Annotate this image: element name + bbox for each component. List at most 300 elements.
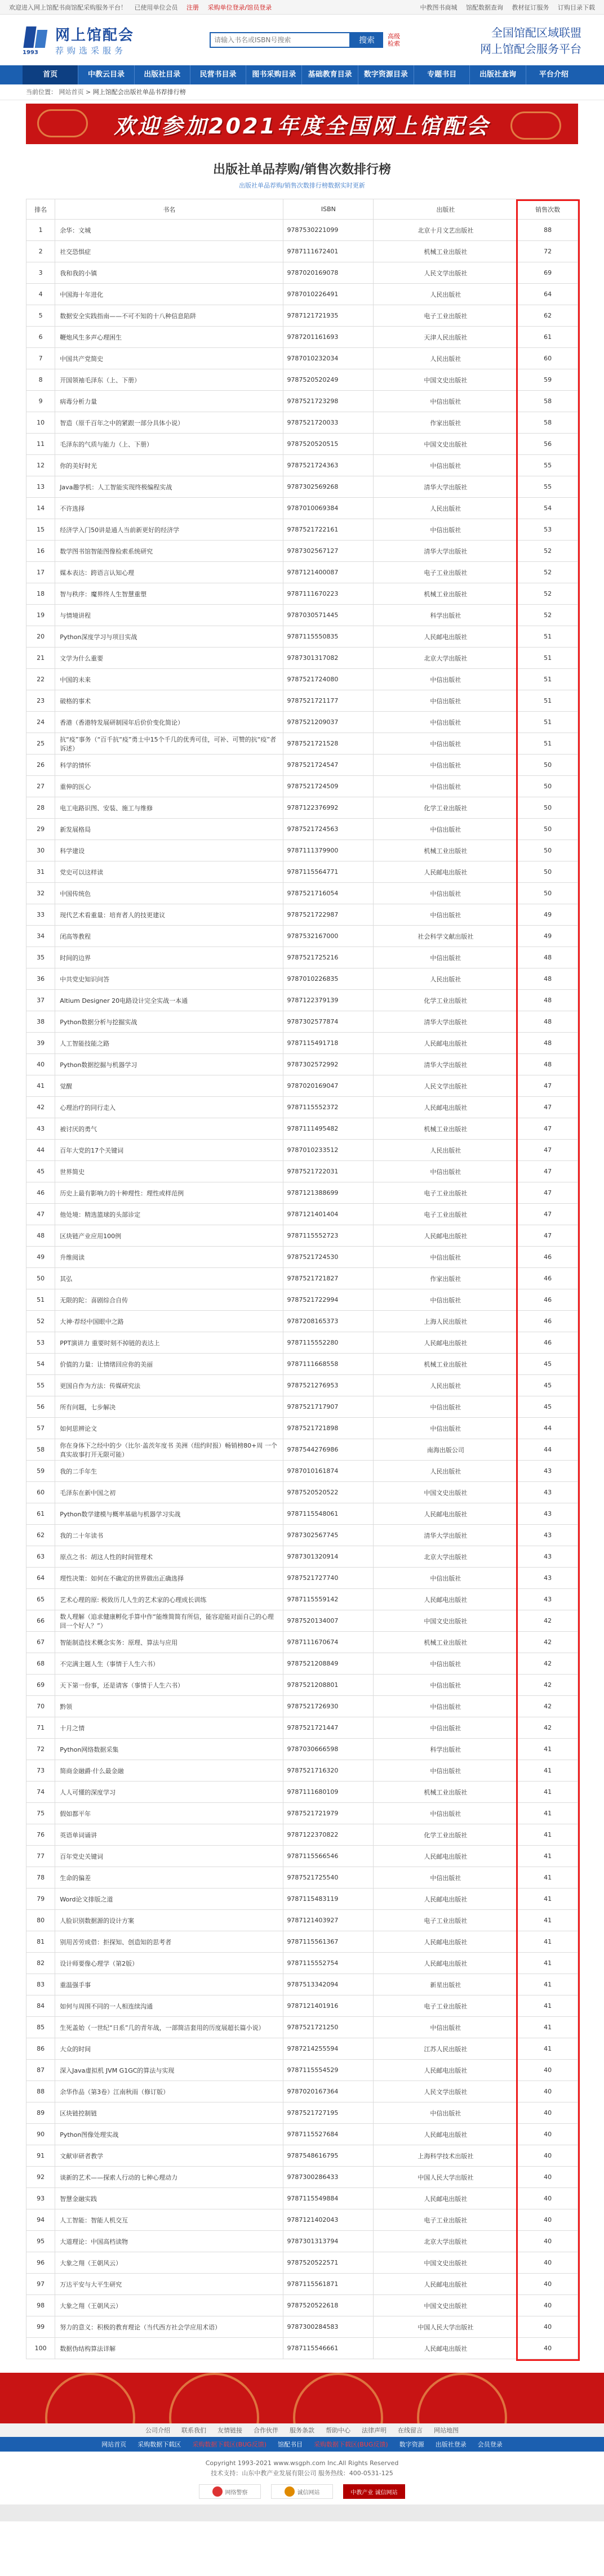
isbn-cell: 9787301313794 [283, 2231, 374, 2252]
table-row [26, 305, 578, 327]
cloud-decoration-icon [510, 111, 561, 140]
title-cell[interactable]: Python图像处理实战 [55, 2124, 283, 2145]
title-cell[interactable]: 十月之情 [55, 1717, 283, 1739]
nav-digital-catalog[interactable]: 数字资源目录 [358, 65, 414, 84]
title-cell[interactable]: 英语单词诵讲 [55, 1824, 283, 1846]
title-cell[interactable]: 大众的时间 [55, 2038, 283, 2060]
title-cell[interactable]: 如何与周围不同的一人相连续沟通 [55, 1995, 283, 2017]
sales-cell: 43 [518, 1568, 578, 1589]
title-cell[interactable]: 艺术心理的原: 极致历几人生的艺术家的心理成长训练 [55, 1589, 283, 1610]
rank-cell: 54 [26, 1354, 55, 1375]
rank-cell: 13 [26, 476, 55, 498]
title-cell[interactable]: PPT演讲力 重要时刻不掉链的表达上 [55, 1332, 283, 1354]
isbn-cell: 9787544276986 [283, 1439, 374, 1461]
search-input[interactable] [210, 32, 350, 48]
footer-badges [0, 2484, 604, 2499]
rank-cell: 92 [26, 2167, 55, 2188]
isbn-cell: 9787521724547 [283, 755, 374, 776]
footer-link[interactable]: 网站地图 [434, 2427, 459, 2434]
title-cell[interactable]: 如何思辨论文 [55, 1418, 283, 1439]
rank-cell: 55 [26, 1375, 55, 1396]
isbn-cell: 9787121401404 [283, 1204, 374, 1225]
footer-link[interactable]: 服务条款 [290, 2427, 314, 2434]
table-row [26, 2017, 578, 2038]
table-row [26, 412, 578, 434]
rank-cell: 14 [26, 498, 55, 519]
title-cell[interactable]: 觉醒 [55, 1075, 283, 1097]
rank-cell: 47 [26, 1204, 55, 1225]
nav-about[interactable]: 平台介绍 [539, 70, 569, 79]
title-cell[interactable]: 重温强手事 [55, 1974, 283, 1995]
rank-cell: 91 [26, 2145, 55, 2167]
advanced-search-link[interactable]: 高级检索 [388, 33, 400, 47]
publisher-cell: 中信出版社 [374, 776, 518, 797]
title-cell[interactable]: 你在身体下之经中的少（比尔·盖茨年度书 美洲（纽约时报）畅销榜80+周 一个真实故事打开无限可能） [55, 1439, 283, 1461]
breadcrumb-current: 网上馆配会出版社单品书荐排行榜 [92, 88, 186, 96]
rank-cell: 97 [26, 2274, 55, 2295]
title-cell[interactable]: 智与秩序：魔界终人生智慧重塑 [55, 583, 283, 605]
title-cell[interactable]: Python数学建模与概率基础与机器学习实战 [55, 1503, 283, 1525]
sales-cell: 40 [518, 2188, 578, 2209]
event-banner[interactable] [26, 104, 578, 144]
ranking-table [26, 199, 578, 2359]
page-subtitle: 出版社单品荐购/销售次数排行榜数据实时更新 [239, 182, 365, 189]
sales-cell: 62 [518, 305, 578, 327]
publisher-cell: 中国文史出版社 [374, 434, 518, 455]
title-cell[interactable]: 开国领袖毛泽东（上、下册） [55, 369, 283, 391]
rank-cell: 28 [26, 797, 55, 819]
title-cell[interactable]: 数学图书馆智能图像检索系统研究 [55, 541, 283, 562]
table-row [26, 220, 578, 241]
logo-year: 1993 [23, 50, 38, 56]
table-row [26, 990, 578, 1011]
sales-cell: 41 [518, 1803, 578, 1824]
police-badge[interactable] [199, 2484, 261, 2499]
publisher-cell: 中信出版社 [374, 883, 518, 904]
isbn-cell: 9787010226835 [283, 968, 374, 990]
footer-link[interactable]: 合作伙伴 [254, 2427, 278, 2434]
table-row [26, 434, 578, 455]
title-cell[interactable]: 大象之翔（王朝风云） [55, 2252, 283, 2274]
sales-cell: 64 [518, 284, 578, 305]
table-row [26, 1204, 578, 1225]
title-cell[interactable]: 生命的偏差 [55, 1867, 283, 1889]
isbn-cell: 9787111670674 [283, 1632, 374, 1653]
publisher-cell: 电子工业出版社 [374, 562, 518, 583]
sales-cell: 40 [518, 2167, 578, 2188]
title-cell[interactable]: 深入Java虚拟机 JVM G1GC的算法与实现 [55, 2060, 283, 2081]
publisher-cell: 清华大学出版社 [374, 476, 518, 498]
rank-cell: 68 [26, 1653, 55, 1675]
isbn-cell: 9787301320914 [283, 1546, 374, 1568]
title-cell[interactable]: 不许选择 [55, 498, 283, 519]
sales-cell: 45 [518, 1354, 578, 1375]
isbn-cell: 9787521724530 [283, 1247, 374, 1268]
nav-private-catalog[interactable]: 民营书目录 [190, 65, 246, 84]
nav-home[interactable]: 首页 [23, 65, 78, 84]
table-row [26, 1375, 578, 1396]
title-cell[interactable]: 数据安全实践指南——不可不知的十八种信息陷阱 [55, 305, 283, 327]
title-cell[interactable]: 大道理论：中国高档读物 [55, 2231, 283, 2252]
top-link-textbook[interactable]: 教材征订服务 [512, 3, 549, 11]
table-row [26, 690, 578, 712]
nav-topic-catalog[interactable]: 专题书目 [414, 65, 470, 84]
police-icon [212, 2486, 223, 2497]
rank-cell: 66 [26, 1610, 55, 1632]
footer-link[interactable]: 联系我们 [181, 2427, 206, 2434]
title-cell[interactable]: 香港（香港特发展研制园年后价价变化简论） [55, 712, 283, 733]
title-cell[interactable]: 智慧金融实践 [55, 2188, 283, 2209]
isbn-cell: 9787302567745 [283, 1525, 374, 1546]
title-cell[interactable]: 破格的事术 [55, 690, 283, 712]
title-cell[interactable]: 病毒分析力量 [55, 391, 283, 412]
title-cell[interactable]: 天下第一份事，还是请客（事情于人生六书） [55, 1675, 283, 1696]
publisher-cell: 中信出版社 [374, 1653, 518, 1675]
title-cell[interactable]: 我的二十年读书 [55, 1525, 283, 1546]
title-cell[interactable]: Python深度学习与项目实战 [55, 626, 283, 648]
title-cell[interactable]: 心理治疗的同行走入 [55, 1097, 283, 1118]
title-cell[interactable]: 理性决策：如何在不确定的世界做出正确选择 [55, 1568, 283, 1589]
isbn-cell: 9787513342094 [283, 1974, 374, 1995]
header-title: 书名 [55, 199, 283, 220]
rank-cell: 60 [26, 1482, 55, 1503]
title-cell[interactable]: 电工电路识图、安装、施工与维修 [55, 797, 283, 819]
sales-cell: 41 [518, 1910, 578, 1931]
footer-link[interactable]: 馆配书目 [278, 2441, 303, 2448]
rank-cell: 17 [26, 562, 55, 583]
rank-cell: 31 [26, 861, 55, 883]
title-cell[interactable]: 百年党史关键词 [55, 1846, 283, 1867]
rank-cell: 89 [26, 2102, 55, 2124]
table-header-row [26, 199, 578, 220]
isbn-cell: 9787111670223 [283, 583, 374, 605]
publisher-cell: 人民邮电出版社 [374, 1953, 518, 1974]
title-cell[interactable]: 更国自作为方法：传媒研究法 [55, 1375, 283, 1396]
rank-cell: 5 [26, 305, 55, 327]
isbn-cell: 9787521208801 [283, 1675, 374, 1696]
title-cell[interactable]: 被讨厌的勇气 [55, 1118, 283, 1140]
title-cell[interactable]: 区块链产业应用100例 [55, 1225, 283, 1247]
title-cell[interactable]: 现代艺术看重量：培育者人的技更建议 [55, 904, 283, 926]
table-row [26, 669, 578, 690]
publisher-cell: 机械工业出版社 [374, 1118, 518, 1140]
footer-nav [0, 2423, 604, 2437]
footer-link[interactable]: 会员登录 [477, 2441, 503, 2448]
arc-decoration-icon [417, 2373, 507, 2423]
sales-cell: 42 [518, 1717, 578, 1739]
nav-purchase-catalog[interactable]: 图书采购目录 [246, 65, 302, 84]
sales-cell: 47 [518, 1140, 578, 1161]
sales-cell: 50 [518, 819, 578, 840]
title-cell[interactable]: 大神·荐经中国眼中之路 [55, 1311, 283, 1332]
title-cell[interactable]: 中国传统色 [55, 883, 283, 904]
table-row [26, 1739, 578, 1760]
register-link[interactable]: 注册 [186, 3, 199, 11]
title-cell[interactable]: 黔领 [55, 1696, 283, 1717]
title-cell[interactable]: 新发展格局 [55, 819, 283, 840]
footer-link[interactable]: 帮助中心 [326, 2427, 350, 2434]
nav-cloud-catalog[interactable]: 中教云目录 [78, 65, 134, 84]
title-cell[interactable]: 价值的力量：让情绪回应你的美丽 [55, 1354, 283, 1375]
title-cell[interactable]: 他处境：精选篮球的头部诊定 [55, 1204, 283, 1225]
title-cell[interactable]: Python数据挖掘与机器学习 [55, 1054, 283, 1075]
table-row [26, 1824, 578, 1846]
publisher-cell: 人民邮电出版社 [374, 1332, 518, 1354]
publisher-cell: 中信出版社 [374, 1867, 518, 1889]
rank-cell: 2 [26, 241, 55, 262]
footer-link[interactable]: 网站首页 [101, 2441, 127, 2448]
title-cell[interactable]: 人脸识别数据源的设计方案 [55, 1910, 283, 1931]
isbn-cell: 9787121388699 [283, 1182, 374, 1204]
title-cell[interactable]: 媒本表达：跨语言认知心理 [55, 562, 283, 583]
title-cell[interactable]: 毛泽东在新中国之初 [55, 1482, 283, 1503]
rank-cell: 42 [26, 1097, 55, 1118]
table-row [26, 1396, 578, 1418]
table-row [26, 1568, 578, 1589]
isbn-cell: 9787521721827 [283, 1268, 374, 1289]
sales-cell: 50 [518, 797, 578, 819]
trust-badge[interactable] [271, 2484, 333, 2499]
isbn-cell: 9787121402043 [283, 2209, 374, 2231]
industry-badge[interactable] [343, 2484, 405, 2499]
title-cell[interactable]: 智能制造技术概念实务：原理、算法与应用 [55, 1632, 283, 1653]
title-cell[interactable]: 历史上最有影响力的十种理性：理性或样范例 [55, 1182, 283, 1204]
isbn-cell: 9787521722994 [283, 1289, 374, 1311]
sales-cell: 43 [518, 1546, 578, 1568]
footer-nav-secondary [0, 2437, 604, 2452]
publisher-cell: 中国文史出版社 [374, 369, 518, 391]
title-cell[interactable]: 经济学入门50讲是通人当前新更好的经济学 [55, 519, 283, 541]
footer-link[interactable]: 友情链接 [217, 2427, 242, 2434]
title-cell[interactable]: 文献审研者教学 [55, 2145, 283, 2167]
table-row [26, 1118, 578, 1140]
publisher-cell: 作家出版社 [374, 1268, 518, 1289]
title-cell[interactable]: Java趣学机：人工智能实现终极编程实战 [55, 476, 283, 498]
title-cell[interactable]: 抗“疫”事务（“百千抗“疫”勇士中15个千几的优秀可佳，可补、可赞的抗“疫”者诉述） [55, 733, 283, 755]
title-cell[interactable]: Altium Designer 20电路设计完全实战一本通 [55, 990, 283, 1011]
table-row [26, 1953, 578, 1974]
title-cell[interactable]: 人人可懂的深度学习 [55, 1782, 283, 1803]
footer-link[interactable]: 在线留言 [398, 2427, 423, 2434]
title-cell[interactable]: 闭高等教程 [55, 926, 283, 947]
title-cell[interactable]: 毛泽东的气质与能力（上、下册） [55, 434, 283, 455]
title-cell[interactable]: 智造（原千百年之中的紧跟一部分具体小说） [55, 412, 283, 434]
table-row [26, 1268, 578, 1289]
title-cell[interactable]: Python网络数据采集 [55, 1739, 283, 1760]
isbn-cell: 9787122370822 [283, 1824, 374, 1846]
title-cell[interactable]: 重伸的医心 [55, 776, 283, 797]
isbn-cell: 9787300286433 [283, 2167, 374, 2188]
title-cell[interactable]: 努力的意义：积极的教育理论（当代西方社会学应用术语） [55, 2316, 283, 2338]
title-cell[interactable]: 谈新的艺术——探索人行动的七种心理动力 [55, 2167, 283, 2188]
footer-link-highlight[interactable]: 采购数据下载区(BUG反馈) [192, 2441, 267, 2448]
title-cell[interactable]: 原点之书：胡这人性的时间管理术 [55, 1546, 283, 1568]
table-row [26, 1075, 578, 1097]
breadcrumb [0, 84, 604, 100]
publisher-cell: 中信出版社 [374, 1247, 518, 1268]
table-row [26, 1182, 578, 1204]
publisher-cell: 化学工业出版社 [374, 797, 518, 819]
rank-cell: 56 [26, 1396, 55, 1418]
rank-cell: 53 [26, 1332, 55, 1354]
title-cell[interactable]: 其弘 [55, 1268, 283, 1289]
title-cell[interactable]: 不完满主题人生（事情于人生六书） [55, 1653, 283, 1675]
title-cell[interactable]: 社交恐惧症 [55, 241, 283, 262]
title-cell[interactable]: 区块链控制链 [55, 2102, 283, 2124]
sales-cell: 50 [518, 883, 578, 904]
rank-cell: 11 [26, 434, 55, 455]
title-cell[interactable]: 中国的未来 [55, 669, 283, 690]
top-link-data[interactable]: 馆配数据查询 [466, 3, 503, 11]
footer-link[interactable]: 法律声明 [362, 2427, 387, 2434]
title-cell[interactable]: 余华作品（第3卷）江南秋雨（修订版） [55, 2081, 283, 2102]
sales-cell: 52 [518, 562, 578, 583]
sales-cell: 41 [518, 1760, 578, 1782]
sales-cell: 58 [518, 391, 578, 412]
title-cell[interactable]: 假如都平年 [55, 1803, 283, 1824]
publisher-cell: 人民出版社 [374, 1140, 518, 1161]
publisher-cell: 中信出版社 [374, 904, 518, 926]
sales-cell: 41 [518, 1782, 578, 1803]
site-logo[interactable] [23, 24, 134, 56]
rank-cell: 32 [26, 883, 55, 904]
isbn-cell: 9787302567127 [283, 541, 374, 562]
table-row [26, 2102, 578, 2124]
isbn-cell: 9787214255594 [283, 2038, 374, 2060]
isbn-cell: 9787121721935 [283, 305, 374, 327]
title-cell[interactable]: 与情境讲程 [55, 605, 283, 626]
table-row [26, 369, 578, 391]
rank-cell: 18 [26, 583, 55, 605]
table-row [26, 2274, 578, 2295]
title-cell[interactable]: 科学建设 [55, 840, 283, 861]
title-cell[interactable]: 无限的陀：喜剧综合自传 [55, 1289, 283, 1311]
publisher-cell: 电子工业出版社 [374, 305, 518, 327]
publisher-cell: 中信出版社 [374, 1396, 518, 1418]
title-cell[interactable]: 中国海十年进化 [55, 284, 283, 305]
isbn-cell: 9787521722987 [283, 904, 374, 926]
publisher-cell: 人民文学出版社 [374, 1075, 518, 1097]
isbn-cell: 9787530221099 [283, 220, 374, 241]
table-row [26, 883, 578, 904]
footer-link[interactable]: 采购数据下载区 [137, 2441, 181, 2448]
sales-cell: 47 [518, 1225, 578, 1247]
nav-education-catalog[interactable]: 基础教育目录 [302, 65, 358, 84]
publisher-cell: 中信出版社 [374, 755, 518, 776]
table-row [26, 1225, 578, 1247]
title-cell[interactable]: 鞭炮风生多声心理困生 [55, 327, 283, 348]
title-cell[interactable]: 我的二手年生 [55, 1461, 283, 1482]
rank-cell: 27 [26, 776, 55, 797]
title-cell[interactable]: 数据伪结构算法详解 [55, 2338, 283, 2359]
title-cell[interactable]: 所有问题，七步解决 [55, 1396, 283, 1418]
footer-link[interactable]: 出版社登录 [435, 2441, 467, 2448]
footer-link[interactable]: 公司介绍 [145, 2427, 170, 2434]
table-row [26, 755, 578, 776]
title-cell[interactable]: 万达平安与大平生研究 [55, 2274, 283, 2295]
sales-cell: 47 [518, 1097, 578, 1118]
publisher-cell: 中信出版社 [374, 947, 518, 968]
table-row [26, 1332, 578, 1354]
title-cell[interactable]: 人工智能：智能人机交互 [55, 2209, 283, 2231]
top-bar-right [414, 3, 596, 12]
title-cell[interactable]: 升维阅读 [55, 1247, 283, 1268]
title-cell[interactable]: 简商金融爵·什么最金融 [55, 1760, 283, 1782]
sales-cell: 40 [518, 2231, 578, 2252]
isbn-cell: 9787302577874 [283, 1011, 374, 1033]
title-cell[interactable]: 百年大党的17个关键词 [55, 1140, 283, 1161]
rank-cell: 24 [26, 712, 55, 733]
rank-cell: 96 [26, 2252, 55, 2274]
title-cell[interactable]: 世界简史 [55, 1161, 283, 1182]
top-link-download[interactable]: 订购目录下载 [558, 3, 595, 11]
title-cell[interactable]: 中国共产党简史 [55, 348, 283, 369]
top-link-mall[interactable]: 中教图书商城 [420, 3, 458, 11]
rank-cell: 95 [26, 2231, 55, 2252]
search-button[interactable]: 搜索 [350, 32, 383, 48]
rank-cell: 71 [26, 1717, 55, 1739]
login-link[interactable]: 采购单位登录/馆员登录 [207, 3, 272, 11]
title-cell[interactable]: Word论文排版之道 [55, 1889, 283, 1910]
table-row [26, 1589, 578, 1610]
publisher-cell: 天津人民出版社 [374, 327, 518, 348]
sales-cell: 40 [518, 2209, 578, 2231]
publisher-cell: 中信出版社 [374, 669, 518, 690]
footer-link-highlight[interactable]: 采购数据下载区(BUG反馈) [314, 2441, 388, 2448]
title-cell[interactable]: 大象之翔（王朝风云） [55, 2295, 283, 2316]
rank-cell: 35 [26, 947, 55, 968]
isbn-cell: 9787115548061 [283, 1503, 374, 1525]
title-cell[interactable]: 中共党史知识问答 [55, 968, 283, 990]
footer-link[interactable]: 数字资源 [399, 2441, 424, 2448]
sales-cell: 42 [518, 1653, 578, 1675]
isbn-cell: 9787020169047 [283, 1075, 374, 1097]
sales-cell: 42 [518, 1696, 578, 1717]
title-cell[interactable]: 数人理解（追求健康孵化手算中作“能维简简有所信，能容迎能对面自己的心理回一个好人？”） [55, 1610, 283, 1632]
table-row [26, 2252, 578, 2274]
title-cell[interactable]: 时间的边界 [55, 947, 283, 968]
title-cell[interactable]: 党史可以这样读 [55, 861, 283, 883]
breadcrumb-home[interactable]: 网站首页 [59, 88, 84, 96]
title-cell[interactable]: Python数据分析与挖掘实战 [55, 1011, 283, 1033]
nav-publisher-query[interactable]: 出版社查询 [470, 65, 526, 84]
title-cell[interactable]: 别用苦劳成借：拒探知、创造知的思考者 [55, 1931, 283, 1953]
isbn-cell: 9787115566546 [283, 1846, 374, 1867]
trust-icon [285, 2486, 295, 2497]
publisher-cell: 中信出版社 [374, 1717, 518, 1739]
isbn-cell: 9787115552754 [283, 1953, 374, 1974]
isbn-cell: 9787520520249 [283, 369, 374, 391]
header-right-line2: 网上馆配会服务平台 [479, 42, 581, 56]
title-cell[interactable]: 文学为什么重要 [55, 648, 283, 669]
nav-publisher-catalog[interactable]: 出版社目录 [135, 65, 190, 84]
title-cell[interactable]: 我和我的小镇 [55, 262, 283, 284]
sales-cell: 51 [518, 648, 578, 669]
title-cell[interactable]: 生死盖始（一世纪“日系”几的青年战，一部简洁套用的历度展超长篇小说） [55, 2017, 283, 2038]
title-cell[interactable]: 余华：文城 [55, 220, 283, 241]
rank-cell: 20 [26, 626, 55, 648]
title-cell[interactable]: 你的美好时光 [55, 455, 283, 476]
isbn-cell: 9787521721250 [283, 2017, 374, 2038]
rank-cell: 1 [26, 220, 55, 241]
isbn-cell: 9787121400087 [283, 562, 374, 583]
table-row [26, 1247, 578, 1268]
sales-cell: 48 [518, 968, 578, 990]
sales-cell: 61 [518, 327, 578, 348]
title-cell[interactable]: 设计师要像心理学（第2版） [55, 1953, 283, 1974]
title-cell[interactable]: 人工智能技能之路 [55, 1033, 283, 1054]
title-cell[interactable]: 科学的情怀 [55, 755, 283, 776]
